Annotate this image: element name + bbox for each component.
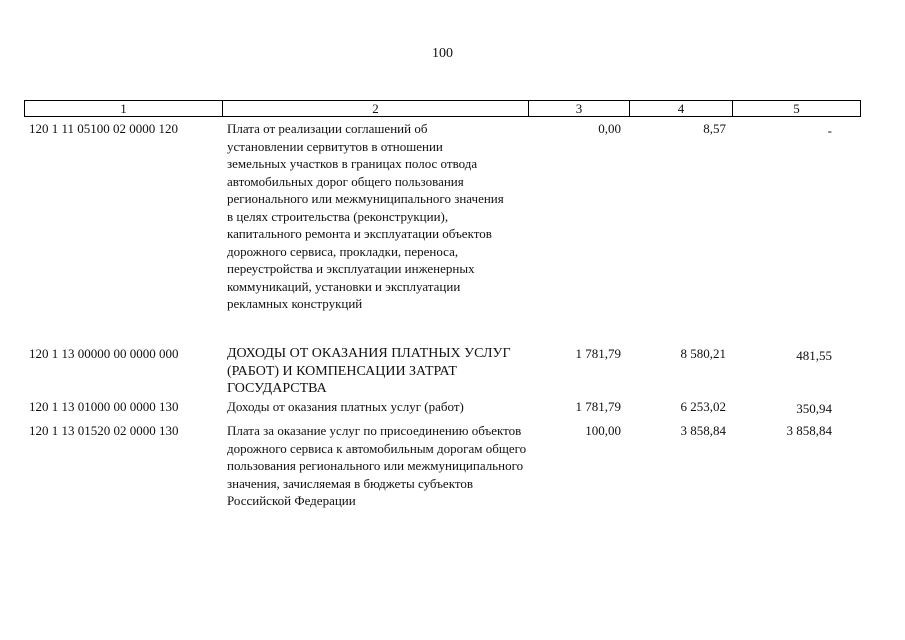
row-col4-value: 6 253,02 bbox=[680, 399, 726, 414]
row-code: 120 1 11 05100 02 0000 120 bbox=[29, 121, 179, 136]
row-description: ДОХОДЫ ОТ ОКАЗАНИЯ ПЛАТНЫХ УСЛУГ (РАБОТ) И КОМПЕНСАЦИИ ЗАТРАТ ГОСУДАРСТВА bbox=[227, 346, 511, 396]
row-col3-value: 0,00 bbox=[598, 121, 621, 136]
row-col5-value: 3 858,84 bbox=[786, 423, 832, 438]
row-description: Плата за оказание услуг по присоединению объектов дорожного сервиса к автомобильным дорогам общего пользования регионального или межмуниципального значения, зачисляемая в бюджеты субъектов Российской Федерации bbox=[227, 423, 527, 508]
row-description: Доходы от оказания платных услуг (работ) bbox=[227, 399, 464, 414]
row-col4-value: 3 858,84 bbox=[680, 423, 726, 438]
row-code: 120 1 13 01520 02 0000 130 bbox=[29, 423, 179, 438]
table-header bbox=[24, 100, 861, 117]
row-col3-value: 100,00 bbox=[585, 423, 621, 438]
header-col-4: 4 bbox=[630, 101, 733, 116]
row-col5-value: - bbox=[827, 123, 832, 138]
row-col3-value: 1 781,79 bbox=[575, 346, 621, 361]
row-col5-value: 481,55 bbox=[796, 348, 832, 363]
row-col4-value: 8 580,21 bbox=[680, 346, 726, 361]
row-description: Плата от реализации соглашений об установлении сервитутов в отношении земельных участков в границах полос отвода автомобильных дорог общего пользования регионального или межмуниципального значения в целях строительства (реконструкции), капитального ремонта и эксплуатации объектов дорожного сервиса, прокладки, переноса, переустройства и эксплуатации инженерных коммуникаций, установки и эксплуатации рекламных конструкций bbox=[227, 121, 504, 311]
row-col4-value: 8,57 bbox=[703, 121, 726, 136]
header-col-1: 1 bbox=[25, 101, 223, 116]
header-col-5: 5 bbox=[793, 101, 800, 116]
row-col3-value: 1 781,79 bbox=[575, 399, 621, 414]
row-code: 120 1 13 00000 00 0000 000 bbox=[29, 346, 179, 361]
header-col-3: 3 bbox=[529, 101, 630, 116]
row-col5-value: 350,94 bbox=[796, 401, 832, 416]
page-number: 100 bbox=[432, 46, 453, 61]
header-col-2: 2 bbox=[223, 101, 529, 116]
row-code: 120 1 13 01000 00 0000 130 bbox=[29, 399, 179, 414]
